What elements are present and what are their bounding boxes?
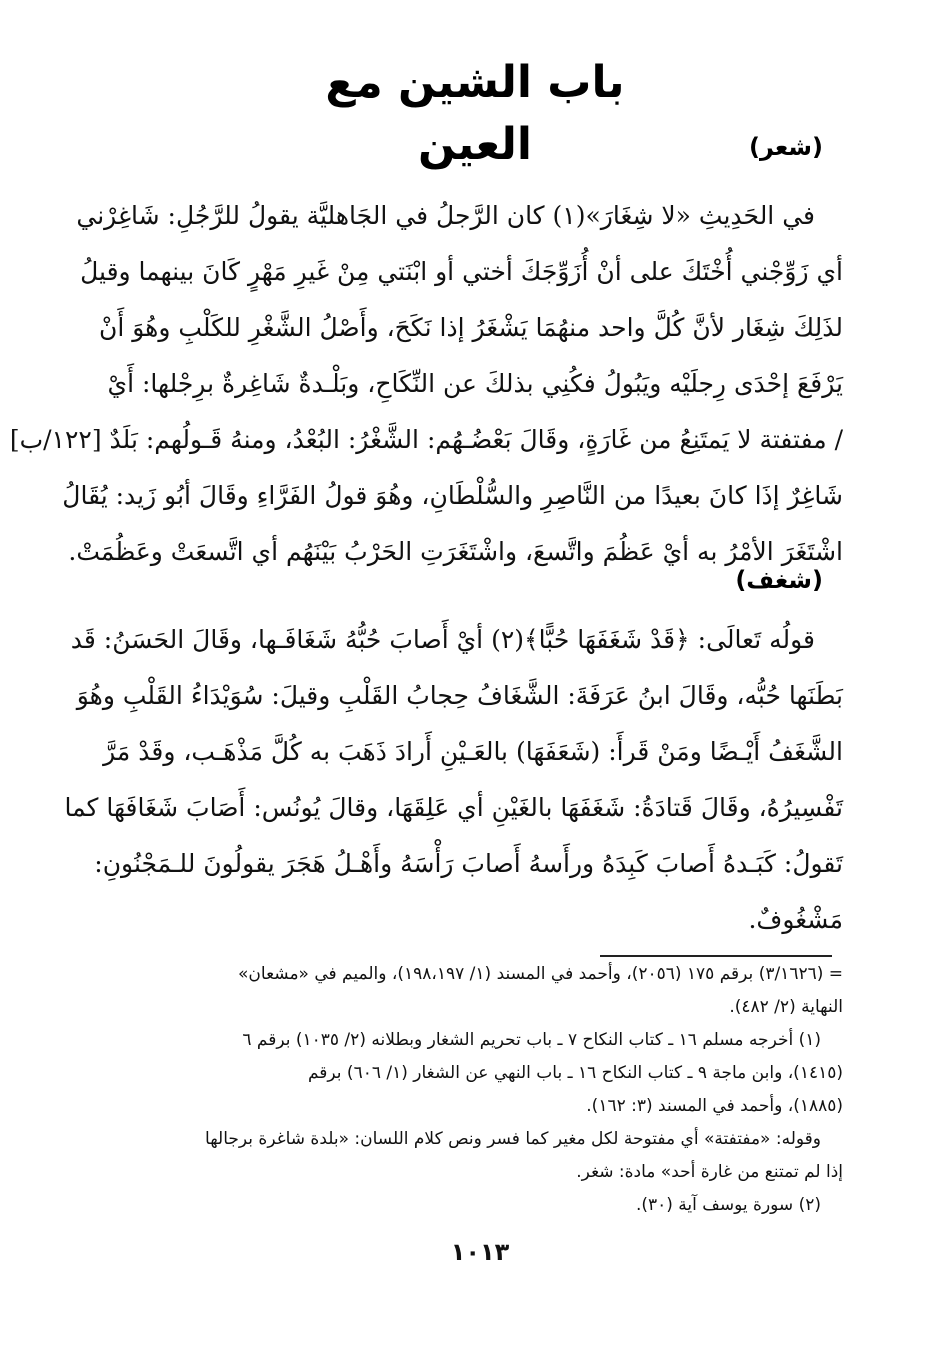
paragraph-line: بَطَنَها حُبُّه، وقَالَ ابنُ عَرَفَةَ: الشَّغَافُ حِجابُ القَلْبِ وقيلَ: سُوَيْدَاءُ القَلْبِ وهُوَ	[76, 681, 843, 710]
paragraph-line: اشْتَغَرَ الأمْرُ به أيْ عَظُمَ واتَّسعَ، واشْتَغَرَتِ الحَرْبُ بَيْنَهُم أي اتَّسعَتْ وعَظُمَتْ.	[68, 537, 843, 566]
paragraph-line: شَاغِرٌ إذَا كانَ بعيدًا من النَّاصِرِ والسُّلْطَانِ، وهُوَ قولُ الفَرَّاءِ وقَالَ أبُو زَيد: يُقَالُ	[62, 481, 843, 510]
footnote-line: وقوله: «مفتفتة» أي مفتوحة لكل مغير كما فسر ونص كلام اللسان: «بلدة شاغرة برجالها	[205, 1129, 821, 1149]
footnote-line: إذا لم تمتنع من غارة أحد» مادة: شغر.	[576, 1162, 843, 1182]
footnote-line: = (٣/١٦٢٦) برقم ١٧٥ (٢٠٥٦)، وأحمد في المسند (١/ ١٩٨،١٩٧)، والميم في «مشعان»	[238, 964, 843, 984]
entry-heading-shaghar: (شعر)	[748, 133, 823, 161]
footnote-line: (١٤١٥)، وابن ماجة ٩ ـ كتاب النكاح ١٦ ـ باب النهي عن الشغار (١/ ٦٠٦) برقم	[307, 1063, 843, 1083]
entry-paragraph-shaghaf	[64, 612, 843, 948]
entry-heading-shaghaf: (شغف)	[735, 566, 823, 594]
paragraph-line: يَرْفَعَ إحْدَى رِجلَيْه ويَبُولُ فكُنِي بذلكَ عن النِّكَاحِ، وبَلْـدةٌ شَاغِرةٌ برِجْلها: أَيْ	[107, 369, 843, 398]
paragraph-line: / مفتفتة لا يَمتَنِعُ من غَارَةٍ، وقَالَ بَعْضُـهُم: الشَّغْرُ: البُعْدُ، ومنهُ قَـولُهم: بَلَدٌ [١٢٢/ب]	[9, 425, 843, 454]
footnote-line: النهاية (٢/ ٤٨٢).	[729, 997, 843, 1017]
footnote-separator	[600, 955, 832, 957]
paragraph-line: تَفْسِيرُهُ، وقَالَ قَتادَةُ: شَغَفَهَا بالغَيْنِ أي عَلِقَهَا، وقالَ يُونُس: أَصَابَ شَغَافَهَا كما	[64, 793, 843, 822]
paragraph-line: أي زَوِّجْني أُخْتَكَ على أنْ أُزَوِّجَكَ أختي أو ابْنَتي مِنْ غَيرِ مَهْرٍ كَانَ بينهما وقيلُ	[80, 257, 843, 286]
footnote-line: (١٨٨٥)، وأحمد في المسند (٣: ١٦٢).	[586, 1096, 843, 1116]
paragraph-line: قولُه تَعالَى: ﴿قَدْ شَغَفَهَا حُبًّا﴾(٢) أيْ أَصابَ حُبُّهُ شَغَافَـها، وقَالَ الحَسَنُ: قَد	[70, 625, 815, 654]
footnote-line: (٢) سورة يوسف آية (٣٠).	[635, 1195, 821, 1215]
paragraph-line: لذَلِكَ شِغَار لأنَّ كُلَّ واحد منهُمَا يَشْغَرُ إذا نَكَحَ، وأَصْلُ الشَّغْرِ للكَلْبِ وهُوَ أَنْ	[98, 313, 843, 342]
footnote-line: (١) أخرجه مسلم ١٦ ـ كتاب النكاح ٧ ـ باب تحريم الشغار وبطلانه (٢/ ١٠٣٥) برقم ٦	[242, 1030, 821, 1050]
entry-paragraph-shaghar	[9, 188, 843, 580]
footnotes	[123, 958, 843, 1222]
paragraph-line: الشَّغَفُ أَيْـضًا ومَنْ قَرأَ: (شَعَفَهَا) بالعَـيْنِ أَرادَ ذَهَبَ به كُلَّ مَذْهَـب، وقَدْ مَرَّ	[103, 737, 843, 766]
paragraph-line: تَقولُ: كَبَـدهُ أَصابَ كَبِدَهُ ورأَسهُ أَصابَ رَأْسَهُ وأَهْـلُ هَجَرَ يقولُونَ للـمَجْنُونِ:	[94, 849, 843, 878]
paragraph-line: مَشْغُوفٌ.	[748, 905, 843, 934]
page-number: ١٠١٣	[450, 1238, 510, 1266]
chapter-title: باب الشين مع العين	[325, 57, 625, 170]
paragraph-line: في الحَدِيثِ «لا شِغَارَ»(١) كان الرَّجلُ في الجَاهليَّة يقولُ للرَّجُلِ: شَاغِرْني	[76, 201, 815, 230]
